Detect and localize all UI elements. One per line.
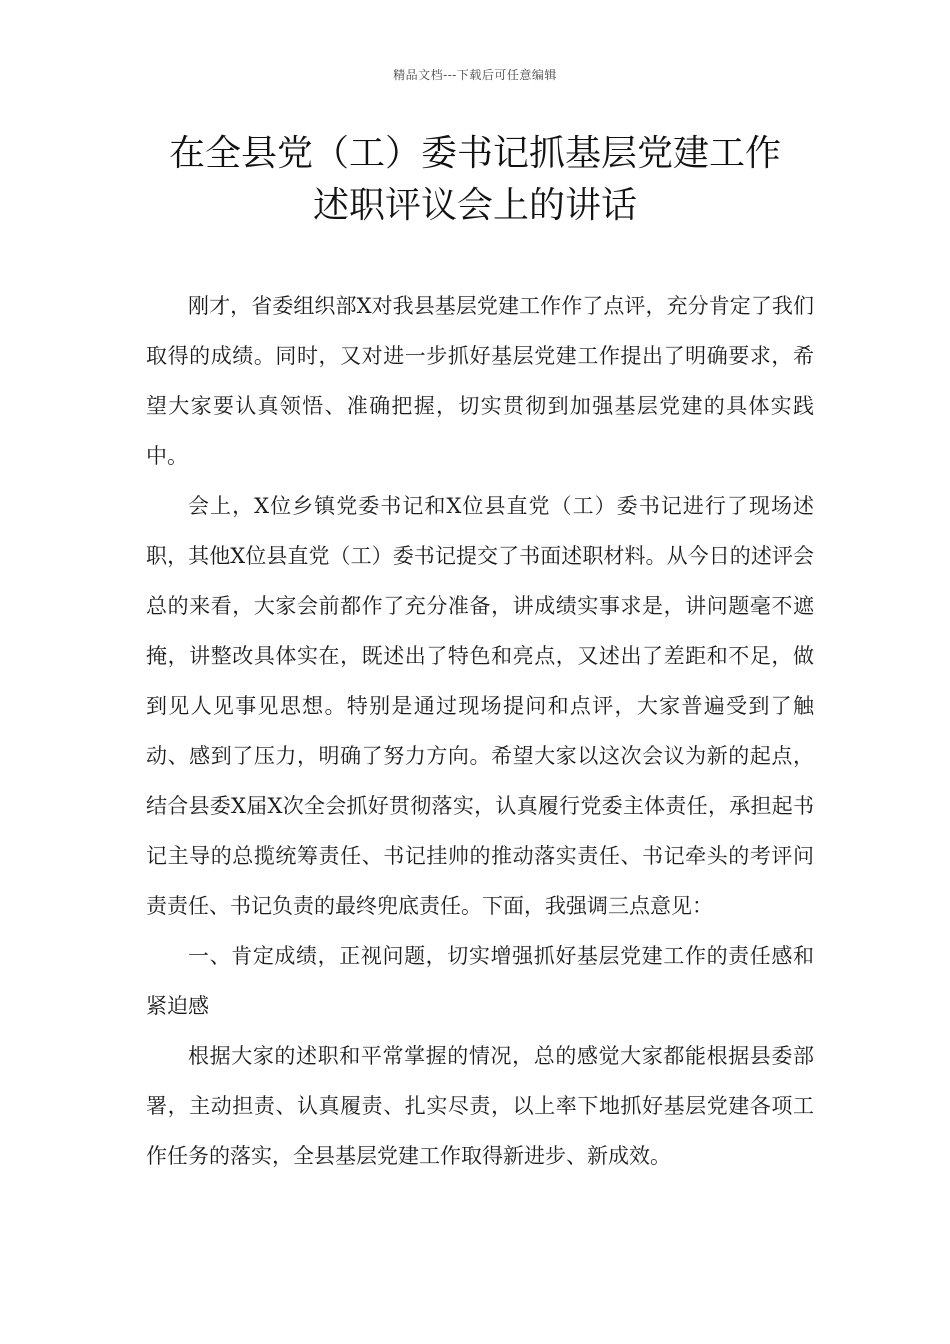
header-note: 精品文档---下载后可任意编辑 [393,68,557,82]
document-body [146,281,814,1181]
section-heading-1: 一、肯定成绩，正视问题，切实增强抓好基层党建工作的责任感和紧迫感 [146,944,814,1018]
paragraph-2: 会上，X位乡镇党委书记和X位县直党（工）委书记进行了现场述职，其他X位县直党（工）委书记提交了书面述职材料。从今日的述评会总的来看，大家会前都作了充分准备，讲成绩实事求是，讲问题毫不遮掩，讲整改具体实在，既述出了特色和亮点，又述出了差距和不足，做到见人见事见思想。特别是通过现场提问和点评，大家普遍受到了触动、感到了压力，明确了努力方向。希望大家以这次会议为新的起点，结合县委X届X次全会抓好贯彻落实，认真履行党委主体责任，承担起书记主导的总揽统筹责任、书记挂帅的推动落实责任、书记牵头的考评问责责任、书记负责的最终兜底责任。下面，我强调三点意见： [146,494,814,918]
title-line-1: 在全县党（工）委书记抓基层党建工作 [168,133,781,174]
paragraph-3: 根据大家的述职和平常掌握的情况，总的感觉大家都能根据县委部署，主动担责、认真履责、扎实尽责，以上率下地抓好基层党建各项工作任务的落实，全县基层党建工作取得新进步、新成效。 [146,1044,814,1168]
title-line-2: 述职评议会上的讲话 [312,185,637,226]
document-title [100,128,850,232]
paragraph-1: 刚才，省委组织部X对我县基层党建工作作了点评，充分肯定了我们取得的成绩。同时，又对进一步抓好基层党建工作提出了明确要求，希望大家要认真领悟、准确把握，切实贯彻到加强基层党建的具体实践中。 [146,294,814,468]
